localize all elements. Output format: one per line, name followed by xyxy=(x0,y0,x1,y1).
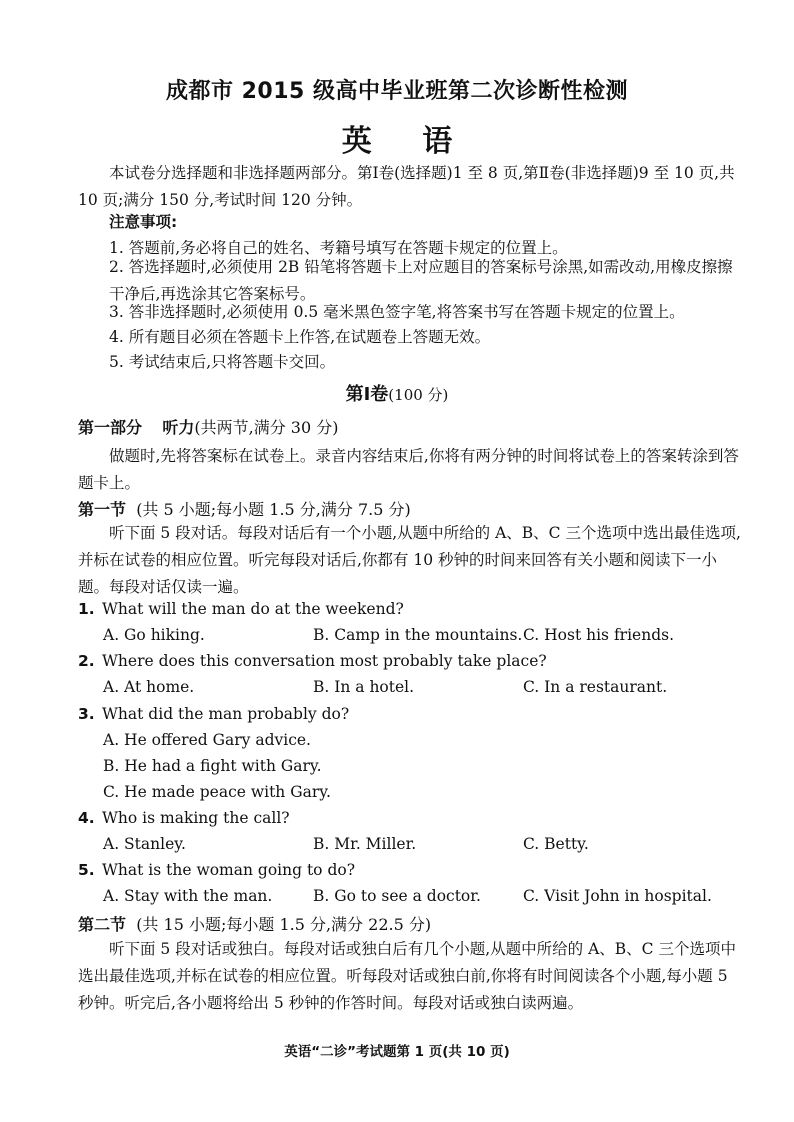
question-text: Who is making the call? xyxy=(102,809,290,827)
section1-detail: (共 5 小题;每小题 1.5 分,满分 7.5 分) xyxy=(136,500,411,519)
part1-name: 听力 xyxy=(162,418,195,437)
question-text: What will the man do at the weekend? xyxy=(102,600,404,618)
exam-title: 成都市 2015 级高中毕业班第二次诊断性检测 xyxy=(165,79,629,104)
part1-detail: (共两节,满分 30 分) xyxy=(194,418,339,437)
subject-title: 英 语 xyxy=(341,124,473,159)
section1-heading xyxy=(78,497,411,520)
question-2 xyxy=(78,652,547,670)
option-a: A. He offered Gary advice. xyxy=(103,731,311,749)
option-c: C. Host his friends. xyxy=(523,626,675,644)
part1-heading xyxy=(78,415,338,438)
question-3 xyxy=(78,705,349,723)
option-c: C. Betty. xyxy=(523,835,589,853)
note-item-3: 3. 答非选择题时,必须使用 0.5 毫米黑色签字笔,将答案书写在答题卡规定的位置上。 xyxy=(109,303,685,321)
option-a: A. Go hiking. xyxy=(103,626,205,644)
question-number: 4. xyxy=(78,809,95,827)
intro-paragraph: 本试卷分选择题和非选择题两部分。第Ⅰ卷(选择题)1 至 8 页,第Ⅱ卷(非选择题)9 至 10 页,共 10 页;满分 150 分,考试时间 120 分钟。 xyxy=(78,164,735,209)
page-footer: 英语“二诊”考试题第 1 页(共 10 页) xyxy=(284,1044,510,1060)
option-a: A. Stanley. xyxy=(103,835,186,853)
note-item-2: 2. 答选择题时,必须使用 2B 铅笔将答题卡上对应题目的答案标号涂黑,如需改动,用橡皮擦擦干净后,再选涂其它答案标号。 xyxy=(109,258,733,303)
volume-heading xyxy=(0,380,794,406)
note-item-4: 4. 所有题目必须在答题卡上作答,在试题卷上答题无效。 xyxy=(109,328,491,346)
note-item-5: 5. 考试结束后,只将答题卡交回。 xyxy=(109,353,336,371)
section2-label: 第二节 xyxy=(78,915,127,934)
option-a: A. At home. xyxy=(103,678,195,696)
part1-instruction: 做题时,先将答案标在试卷上。录音内容结束后,你将有两分钟的时间将试卷上的答案转涂到答题卡上。 xyxy=(78,447,739,492)
option-b: B. In a hotel. xyxy=(313,678,415,696)
question-number: 2. xyxy=(78,652,95,670)
part1-label: 第一部分 xyxy=(78,418,143,437)
option-b: B. Go to see a doctor. xyxy=(313,887,481,905)
section1-instruction: 听下面 5 段对话。每段对话后有一个小题,从题中所给的 A、B、C 三个选项中选出最佳选项,并标在试卷的相应位置。听完每段对话后,你都有 10 秒钟的时间来回答有关小题和阅读下一小题。每段对话仅读一遍。 xyxy=(78,524,741,596)
option-b: B. He had a fight with Gary. xyxy=(103,757,322,775)
section2-instruction: 听下面 5 段对话或独白。每段对话或独白后有几个小题,从题中所给的 A、B、C 三个选项中选出最佳选项,并标在试卷的相应位置。听每段对话或独白前,你将有时间阅读各个小题,每小题 5 秒钟。听完后,各小题将给出 5 秒钟的作答时间。每段对话或独白读两遍。 xyxy=(78,940,736,1012)
notes-heading: 注意事项: xyxy=(109,213,178,231)
section2-heading xyxy=(78,912,431,935)
volume-score: (100 分) xyxy=(388,386,449,404)
section1-label: 第一节 xyxy=(78,500,127,519)
option-b: B. Mr. Miller. xyxy=(313,835,417,853)
question-number: 1. xyxy=(78,600,95,618)
option-c: C. In a restaurant. xyxy=(523,678,668,696)
question-text: What did the man probably do? xyxy=(102,705,350,723)
question-number: 5. xyxy=(78,861,95,879)
question-1 xyxy=(78,600,404,618)
option-c: C. Visit John in hospital. xyxy=(523,887,712,905)
option-b: B. Camp in the mountains. xyxy=(313,626,523,644)
section2-detail: (共 15 小题;每小题 1.5 分,满分 22.5 分) xyxy=(136,915,432,934)
note-item-1: 1. 答题前,务必将自己的姓名、考籍号填写在答题卡规定的位置上。 xyxy=(109,239,568,257)
option-a: A. Stay with the man. xyxy=(103,887,273,905)
question-number: 3. xyxy=(78,705,95,723)
question-text: What is the woman going to do? xyxy=(102,861,356,879)
question-text: Where does this conversation most probably take place? xyxy=(102,652,547,670)
question-4 xyxy=(78,809,290,827)
question-5 xyxy=(78,861,355,879)
option-c: C. He made peace with Gary. xyxy=(103,783,331,801)
volume-label: 第Ⅰ卷 xyxy=(345,384,389,405)
